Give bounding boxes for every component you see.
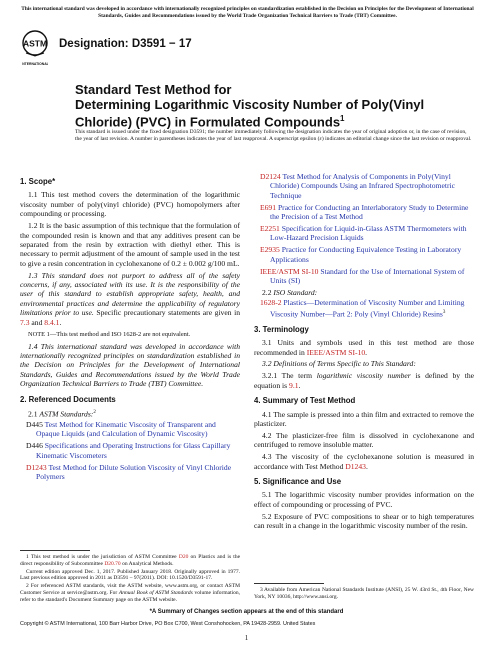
section-3-heading: 3. Terminology xyxy=(254,324,309,334)
ref-iso-title[interactable]: Plastics—Determination of Viscosity Number and Limiting Viscosity Number—Part 2: Poly (Vinyl Chloride) Resins xyxy=(270,298,465,319)
ref-e2935-title[interactable]: Practice for Conducting Equivalence Testing in Laboratory Applications xyxy=(270,245,462,264)
ref-e691-title[interactable]: Practice for Conducting an Interlaboratory Study to Determine the Precision of a Test Method xyxy=(270,202,469,222)
para-2-2-label: 2.2 xyxy=(262,287,272,297)
ref-d2124[interactable] xyxy=(254,172,474,200)
para-2-2 xyxy=(254,288,474,297)
ref-e2935[interactable] xyxy=(254,245,474,264)
copyright-line: Copyright © ASTM International, 100 Barr Harbor Drive, PO Box C700, West Conshohocken, PA 19428-2959. United States xyxy=(20,621,316,627)
para-1-3-end: . xyxy=(59,317,62,327)
right-footnotes xyxy=(254,583,474,602)
para-3-2-1-term: logarithmic viscosity number xyxy=(316,371,411,381)
footnote-3: 3 Available from American National Standards Institute (ANSI), 25 W. 43rd St., 4th Floor, New York, NY 10036, http://www.ansi.org. xyxy=(254,587,474,600)
ref-ieee-si10[interactable] xyxy=(254,267,474,286)
para-1-4: 1.4 This international standard was developed in accordance with internationally recognized principles on standardization established in the Decision on Principles for the Development of International Standards, Guides and Recommendations issued by the World Trade Organization Technical Barriers to Trade (TBT) Committee. xyxy=(20,341,240,389)
footnote-rule-right xyxy=(254,583,324,584)
ref-d1243[interactable] xyxy=(20,463,240,482)
link-d1243[interactable]: D1243 xyxy=(345,461,366,471)
footnote-2 xyxy=(20,583,240,603)
ref-d1243-title[interactable]: Test Method for Dilute Solution Viscosity of Vinyl Chloride Polymers xyxy=(36,462,232,481)
para-2-1 xyxy=(20,408,240,419)
ref-e691[interactable] xyxy=(254,203,474,222)
ref-d2124-title[interactable]: Test Method for Analysis of Components in Poly(Vinyl Chloride) Compounds Using an Infrared Spectrophotometric Technique xyxy=(270,172,455,200)
title-line-1: Standard Test Method for xyxy=(75,82,232,97)
ref-e2251-code[interactable]: E2251 xyxy=(260,224,280,234)
link-7-3[interactable]: 7.3 xyxy=(20,317,30,327)
footnote-rule xyxy=(20,550,90,551)
para-1-3 xyxy=(20,271,240,327)
svg-text:INTERNATIONAL: INTERNATIONAL xyxy=(22,62,48,66)
para-1-3-and: and xyxy=(31,317,43,327)
ref-iso-code[interactable]: 1628-2 xyxy=(260,298,282,308)
ref-d445-title[interactable]: Test Method for Kinematic Viscosity of Transparent and Opaque Liquids (and Calculation of Dynamic Viscosity) xyxy=(36,419,216,439)
ref-e2251[interactable] xyxy=(254,224,474,243)
para-4-3-end: . xyxy=(365,461,368,471)
summary-of-changes-note: *A Summary of Changes section appears at the end of this standard xyxy=(149,609,344,615)
link-ieee-si10[interactable]: IEEE/ASTM SI-10 xyxy=(306,347,366,357)
para-3-2-1-a: 3.2.1 The term xyxy=(262,371,313,381)
ref-d446-code: D446 xyxy=(26,441,43,451)
para-4-3-text: 4.3 The viscosity of the cyclohexanone solution is measured in accordance with Test Method xyxy=(254,452,474,471)
para-2-1-label: 2.1 xyxy=(28,409,38,419)
para-3-1-text: 3.1 Units and symbols used in this test method are those recommended in xyxy=(254,338,474,357)
section-5-heading: 5. Significance and Use xyxy=(254,477,342,486)
footnote-1-edition: Current edition approved Dec. 1, 2017. Published January 2018. Originally approved in 1977. Last previous edition approved in 2011 as D3591 – 97(2011). DOI: 10.1520/D3591-17. xyxy=(20,568,240,582)
fn1-code-d20[interactable]: D20 xyxy=(178,554,189,560)
page-number: 1 xyxy=(244,634,249,642)
para-3-2: 3.2 Definitions of Terms Specific to This Standard: xyxy=(262,359,416,369)
link-8-4-1[interactable]: 8.4.1 xyxy=(44,317,60,327)
para-4-1: 4.1 The sample is pressed into a thin film and extracted to remove the plasticizer. xyxy=(254,409,474,428)
document-title xyxy=(75,83,435,130)
ref-e2935-code[interactable]: E2935 xyxy=(260,245,280,255)
left-footnotes xyxy=(20,550,240,604)
para-4-2: 4.2 The plasticizer-free film is dissolved in cyclohexanone and centrifuged to remove insoluble matter. xyxy=(254,430,474,450)
fn2-b: volume information, refer to the standard's Document Summary page on the ASTM website. xyxy=(20,589,241,603)
section-2-heading: 2. Referenced Documents xyxy=(20,394,116,404)
title-line-3-text: Chloride) (PVC) in Formulated Compounds xyxy=(75,114,341,130)
header-notice: This international standard was developed in accordance with internationally recognized principles on standardization established in the Decision on Principles for the Development of International Standards, Guides and Recommendations issued by the World Trade Organization Technical Barriers to Trade (TBT) Committee. xyxy=(21,6,474,19)
para-4-3 xyxy=(254,452,474,471)
para-1-3-text: Specific precautionary statements are given in xyxy=(96,308,241,318)
link-9-1[interactable]: 9.1 xyxy=(289,380,299,390)
para-2-1-sup: 2 xyxy=(93,409,96,415)
para-2-2-text: ISO Standard: xyxy=(273,287,318,297)
note-1: NOTE 1—This test method and ISO 1628-2 are not equivalent. xyxy=(28,330,191,338)
left-column xyxy=(20,171,240,484)
footnote-1 xyxy=(20,554,240,567)
para-1-3-italic: 1.3 This standard does not purport to address all of the safety concerns, if any, associated with its use. It is the responsibility of the user of this standard to establish appropriate safety, health, and environmental practices and determine the applicability of regulatory limitations prior to use. xyxy=(20,270,240,318)
ref-iso-sup: 3 xyxy=(442,309,446,315)
fn1-c: on Analytical Methods. xyxy=(122,560,174,567)
ref-d445-code: D445 xyxy=(26,419,43,429)
ref-d1243-code[interactable]: D1243 xyxy=(26,462,47,472)
ref-ieee-code[interactable]: IEEE/ASTM SI-10 xyxy=(260,266,319,276)
ref-ieee-title[interactable]: Standard for the Use of International System of Units (SI) xyxy=(270,266,465,286)
ref-iso-1628-2[interactable] xyxy=(254,298,474,318)
fn1-code-d2070[interactable]: D20.70 xyxy=(104,560,121,567)
fn1-a: 1 This test method is under the jurisdiction of ASTM Committee xyxy=(26,554,177,560)
fn2-a: 2 For referenced ASTM standards, visit the ASTM website, www.astm.org, or contact ASTM Customer Service at service@astm.org. For xyxy=(20,583,240,596)
para-2-1-text: ASTM Standards: xyxy=(39,409,94,419)
title-footnote-mark: 1 xyxy=(340,114,345,123)
para-1-1: 1.1 This test method covers the determination of the logarithmic viscosity number of poly(vinyl chloride) (PVC) homopolymers after compounding or processing. xyxy=(20,190,240,219)
para-5-1: 5.1 The logarithmic viscosity number provides information on the effect of compounding or processing of PVC. xyxy=(254,490,474,509)
para-3-1-end: . xyxy=(365,347,368,357)
ref-d446-title[interactable]: Specifications and Operating Instructions for Glass Capillary Kinematic Viscometers xyxy=(36,441,231,460)
title-line-3 xyxy=(75,112,435,130)
astm-logo xyxy=(22,29,48,69)
section-4-heading: 4. Summary of Test Method xyxy=(254,396,356,406)
ref-d446[interactable] xyxy=(20,441,240,460)
ref-d445[interactable] xyxy=(20,420,240,439)
designation: Designation: D3591 − 17 xyxy=(59,38,192,50)
ref-e691-code[interactable]: E691 xyxy=(260,202,277,212)
para-3-2-1-b: is defined by the equation is xyxy=(254,371,474,390)
ref-d2124-code[interactable]: D2124 xyxy=(260,172,281,181)
para-3-2-1-end: . xyxy=(298,380,301,390)
para-1-2: 1.2 It is the basic assumption of this technique that the formulation of the compounded resin is known and that any additives present can be separated from the resin by extraction with diethyl ether. This is necessary to permit adjustment of the amount of sample used in the test to give a resin concentration in cyclohexanone of 0.2 ± 0.002 g/100 mL. xyxy=(20,221,240,268)
svg-text:ASTM: ASTM xyxy=(22,38,48,49)
fn2-italic: Annual Book of ASTM Standards xyxy=(118,589,193,596)
issuance-note: This standard is issued under the fixed designation D3591; the number immediately following the designation indicates the year of original adoption or, in the case of revision, the year of last revision. A number in parentheses indicates the year of last reapproval. A superscript epsilon (ε) indicates an editorial change since the last revision or reapproval. xyxy=(75,129,472,142)
title-line-2: Determining Logarithmic Viscosity Number of Poly(Vinyl xyxy=(75,96,425,112)
para-3-2-1 xyxy=(254,371,474,390)
right-column xyxy=(254,171,474,533)
section-1-heading: 1. Scope* xyxy=(20,177,56,186)
ref-e2251-title[interactable]: Specification for Liquid-in-Glass ASTM Thermometers with Low-Hazard Precision Liquids xyxy=(270,224,467,243)
para-5-2: 5.2 Exposure of PVC compositions to shear or to high temperatures can result in a change in the logarithmic viscosity number of the resin. xyxy=(254,511,474,531)
astm-logo-icon xyxy=(22,29,48,69)
fn1-b: on Plastics and is the direct responsibility of Subcommittee xyxy=(20,554,241,567)
para-3-1 xyxy=(254,338,474,357)
